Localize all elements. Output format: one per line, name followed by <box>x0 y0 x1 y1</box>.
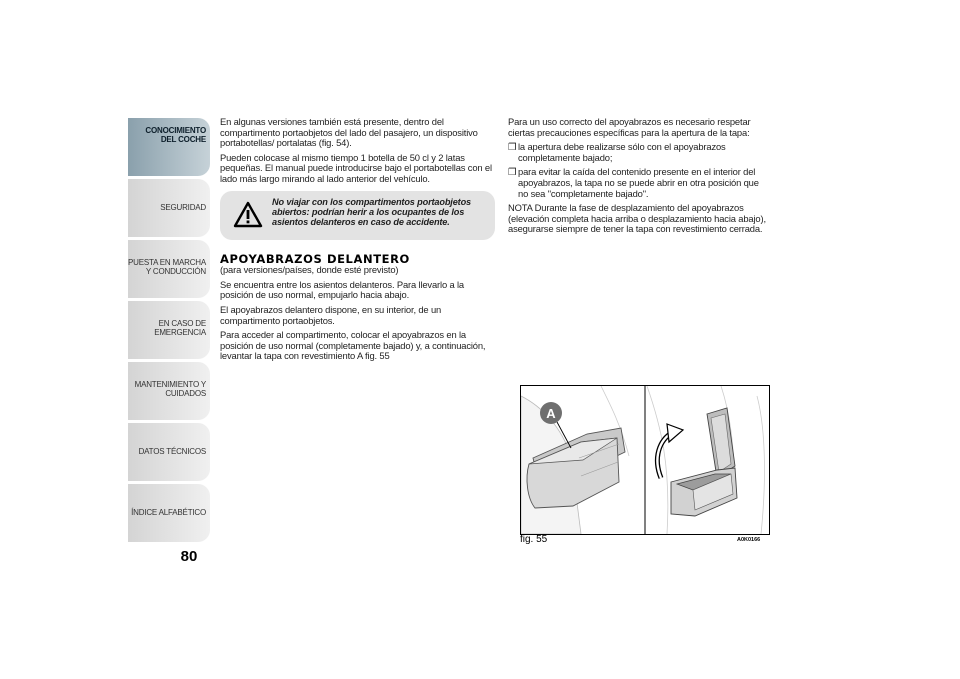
tab-indice-alfabetico[interactable] <box>128 484 210 542</box>
tab-label: SEGURIDAD <box>160 203 206 212</box>
tab-mantenimiento-y-cuidados[interactable] <box>128 362 210 420</box>
paragraph: Se encuentra entre los asientos delanteros. Para llevarlo a la posición de uso normal, empujarlo hacia abajo. <box>220 278 464 301</box>
list-item <box>508 142 766 163</box>
tab-label: DATOS TÉCNICOS <box>138 447 206 456</box>
tab-conocimiento-del-coche[interactable] <box>128 118 210 176</box>
checkbox-bullet-icon: ❒ <box>508 166 517 178</box>
tab-datos-tecnicos[interactable] <box>128 423 210 481</box>
list-item <box>508 167 766 199</box>
tab-label: PUESTA EN MARCHA <box>128 258 206 267</box>
paragraph: En algunas versiones también está presente, dentro del compartimento portaobjetos del lado del pasajero, un dispositivo portabotellas/ portalatas (fig. 54). <box>220 116 478 149</box>
tab-label: MANTENIMIENTO Y <box>134 380 206 389</box>
list-item-text: para evitar la caída del contenido presente en el interior del apoyabrazos, la tapa no se puede abrir en otra posición que no sea "completamente bajado". <box>518 166 759 199</box>
armrest-illustration <box>521 386 769 534</box>
tab-puesta-en-marcha[interactable] <box>128 240 210 298</box>
warning-text: No viajar con los compartimentos portaobjetos abiertos: podrían herir a los ocupantes de los asientos delanteros en caso de accidente. <box>272 196 471 227</box>
page-number: 80 <box>180 548 198 565</box>
paragraph: Pueden colocase al mismo tiempo 1 botella de 50 cl y 2 latas pequeñas. El manual puede introducirse bajo el portabotellas con el lado más largo mirando al lado anterior del vehículo. <box>220 151 492 184</box>
checkbox-bullet-icon: ❒ <box>508 141 517 153</box>
figure-caption: fig. 55 <box>520 534 548 545</box>
tab-label: ÍNDICE ALFABÉTICO <box>131 508 206 517</box>
tab-label: EN CASO DE <box>158 319 206 328</box>
section-subheading: (para versiones/países, donde esté previsto) <box>220 264 399 276</box>
callout-label: A <box>546 406 556 421</box>
tab-label: CONOCIMIENTO <box>145 126 206 135</box>
tab-label: Y CONDUCCIÓN <box>145 267 206 276</box>
paragraph: El apoyabrazos delantero dispone, en su interior, de un compartimento portaobjetos. <box>220 303 442 326</box>
tab-label: EMERGENCIA <box>154 328 206 337</box>
section-heading: APOYABRAZOS DELANTERO <box>220 251 410 266</box>
tab-en-caso-de-emergencia[interactable] <box>128 301 210 359</box>
tab-seguridad[interactable] <box>128 179 210 237</box>
text-column-right <box>508 117 766 239</box>
warning-box <box>220 191 495 240</box>
paragraph: Para acceder al compartimento, colocar el apoyabrazos en la posición de uso normal (completamente bajado) y, a continuación, levantar la tapa con revestimiento A fig. 55 <box>220 329 486 362</box>
paragraph: Para un uso correcto del apoyabrazos es necesario respetar ciertas precauciones específicas para la apertura de la tapa: <box>508 116 751 138</box>
figure-code: A0K0166 <box>737 537 761 543</box>
figure-armrest <box>520 385 770 535</box>
tab-label: CUIDADOS <box>165 389 206 398</box>
note-paragraph: NOTA Durante la fase de desplazamiento del apoyabrazos (elevación completa hacia arriba o desplazamiento hacia abajo), asegurarse siempre de tener la tapa con revestimiento cerrada. <box>508 202 766 235</box>
tab-label: DEL COCHE <box>160 135 206 144</box>
warning-icon <box>233 201 263 228</box>
list-item-text: la apertura debe realizarse sólo con el apoyabrazos completamente bajado; <box>518 141 726 163</box>
text-column-left <box>220 117 495 366</box>
